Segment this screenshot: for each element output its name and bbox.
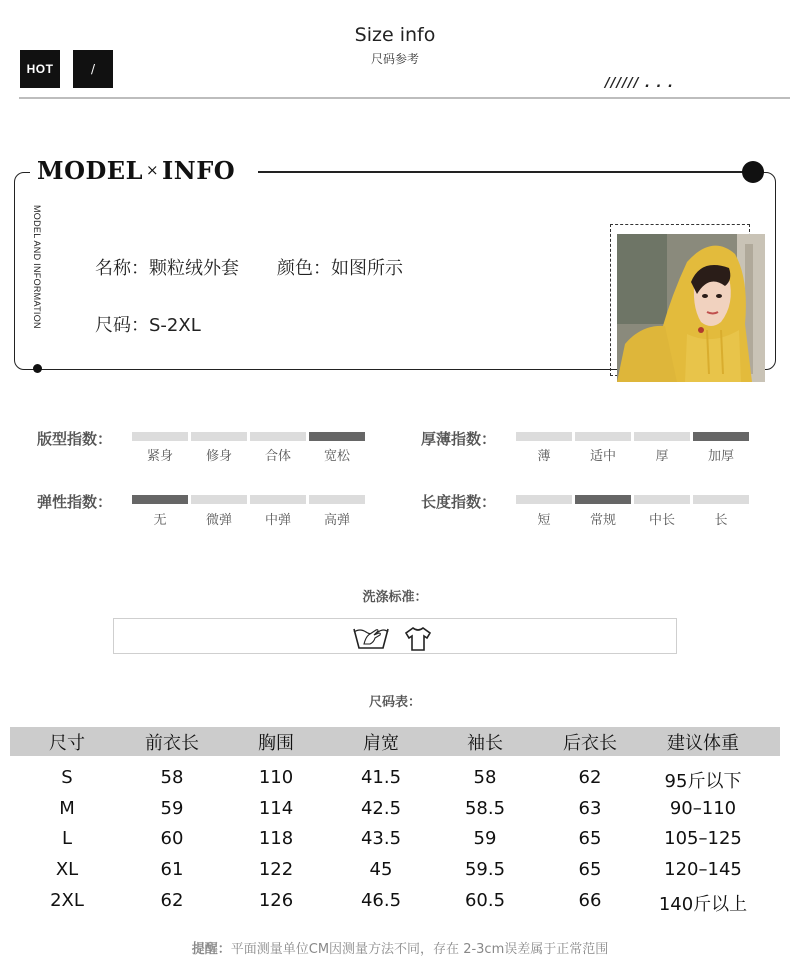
index-option-label: 高弹 — [323, 513, 350, 528]
index-bar — [634, 495, 690, 504]
table-cell: 66 — [578, 890, 602, 911]
table-header-cell: 建议体重 — [667, 733, 739, 754]
table-cell: 105–125 — [664, 828, 742, 849]
hand-wash-icon — [352, 624, 390, 656]
index-option-label: 无 — [153, 513, 167, 528]
index-option-label: 长 — [714, 513, 728, 528]
table-cell: 58 — [473, 767, 497, 788]
table-cell: 65 — [578, 859, 602, 880]
table-cell: 118 — [258, 828, 294, 849]
color-value: 如图所示 — [331, 258, 403, 279]
index-option-label: 合体 — [264, 449, 291, 464]
index-bar — [575, 432, 631, 441]
index-option-label: 加厚 — [707, 449, 734, 464]
table-header-cell: 胸围 — [258, 733, 294, 754]
index-option-label: 中弹 — [264, 513, 291, 528]
header-divider — [19, 97, 790, 99]
table-cell: 60.5 — [464, 890, 506, 911]
title-info: INFO — [162, 156, 236, 185]
index-bar — [693, 495, 749, 504]
table-cell: 120–145 — [664, 859, 742, 880]
table-header-cell: 肩宽 — [363, 733, 399, 754]
table-cell: 45 — [369, 859, 393, 880]
card-dot-small — [33, 364, 42, 373]
index-bar — [191, 432, 247, 441]
size-label: 尺码： — [95, 315, 149, 336]
table-header-cell: 袖长 — [467, 733, 503, 754]
card-dot-large — [742, 161, 764, 183]
hot-badge: HOT — [20, 50, 60, 88]
size-value: S-2XL — [149, 315, 201, 336]
table-cell: 59 — [160, 798, 184, 819]
index-bar-selected — [575, 495, 631, 504]
note-text: 平面测量单位CM因测量方法不同，存在 2-3cm误差属于正常范围 — [230, 942, 609, 957]
table-cell: 122 — [258, 859, 294, 880]
table-cell: 140斤以上 — [658, 894, 748, 915]
table-cell: S — [61, 767, 73, 788]
table-cell: 43.5 — [360, 828, 402, 849]
size-row — [95, 311, 201, 337]
table-cell: 95斤以下 — [664, 771, 742, 792]
table-cell: 114 — [258, 798, 294, 819]
table-cell: 110 — [258, 767, 294, 788]
washing-title: 洗涤标准： — [362, 590, 428, 605]
table-header-cell: 尺寸 — [49, 733, 85, 754]
index-bar — [516, 432, 572, 441]
washing-box — [113, 618, 677, 654]
index-bar — [250, 432, 306, 441]
index-bar — [132, 432, 188, 441]
shirt-icon — [404, 626, 432, 656]
color-label: 颜色： — [277, 258, 331, 279]
table-cell: 62 — [578, 767, 602, 788]
model-info-title — [37, 156, 235, 185]
index-bar — [634, 432, 690, 441]
index-option-label: 薄 — [537, 449, 551, 464]
title-model: MODEL — [37, 156, 143, 185]
index-label: 长度指数： — [421, 493, 497, 511]
index-bar-selected — [693, 432, 749, 441]
table-cell: 61 — [160, 859, 184, 880]
index-label: 厚薄指数： — [421, 430, 497, 448]
table-header-cell: 前衣长 — [145, 733, 199, 754]
index-option-label: 短 — [537, 513, 551, 528]
slash-badge: / — [73, 50, 113, 88]
table-cell: 59.5 — [464, 859, 506, 880]
size-table-title: 尺码表： — [368, 695, 421, 710]
page-subtitle: 尺码参考 — [370, 52, 419, 66]
index-option-label: 适中 — [589, 449, 616, 464]
name-color-row — [95, 254, 403, 280]
page-title: Size info — [354, 24, 436, 46]
index-bar — [309, 495, 365, 504]
model-photo-illustration — [617, 234, 765, 382]
index-option-label: 微弹 — [205, 513, 232, 528]
table-cell: 60 — [160, 828, 184, 849]
table-header-cell: 后衣长 — [563, 733, 617, 754]
decorative-slashes: ////// . . . — [605, 76, 674, 91]
index-bar — [516, 495, 572, 504]
table-cell: 63 — [578, 798, 602, 819]
title-times: × — [145, 161, 160, 179]
table-cell: XL — [55, 859, 79, 880]
table-cell: 42.5 — [360, 798, 402, 819]
note-prefix: 提醒： — [191, 942, 231, 957]
table-cell: 2XL — [50, 890, 84, 911]
table-cell: M — [59, 798, 75, 819]
table-cell: 62 — [160, 890, 184, 911]
index-bar-selected — [309, 432, 365, 441]
index-option-label: 中长 — [648, 513, 675, 528]
index-label: 版型指数： — [37, 430, 113, 448]
index-option-label: 常规 — [589, 513, 616, 528]
index-option-label: 厚 — [655, 449, 669, 464]
vertical-label: MODEL AND INFORMATION — [32, 205, 42, 329]
table-cell: 58.5 — [464, 798, 506, 819]
model-photo — [617, 234, 765, 382]
index-bar-selected — [132, 495, 188, 504]
name-label: 名称： — [95, 258, 149, 279]
card-title-rule — [258, 171, 752, 173]
name-value: 颗粒绒外套 — [149, 258, 239, 279]
measurement-note — [0, 938, 790, 957]
index-bar — [250, 495, 306, 504]
table-cell: 46.5 — [360, 890, 402, 911]
table-cell: 126 — [258, 890, 294, 911]
index-option-label: 修身 — [205, 449, 232, 464]
index-option-label: 宽松 — [323, 449, 350, 464]
index-option-label: 紧身 — [146, 449, 173, 464]
table-cell: L — [61, 828, 73, 849]
table-cell: 58 — [160, 767, 184, 788]
table-cell: 65 — [578, 828, 602, 849]
table-cell: 90–110 — [669, 798, 737, 819]
table-cell: 59 — [473, 828, 497, 849]
table-cell: 41.5 — [360, 767, 402, 788]
index-bar — [191, 495, 247, 504]
index-label: 弹性指数： — [37, 493, 113, 511]
